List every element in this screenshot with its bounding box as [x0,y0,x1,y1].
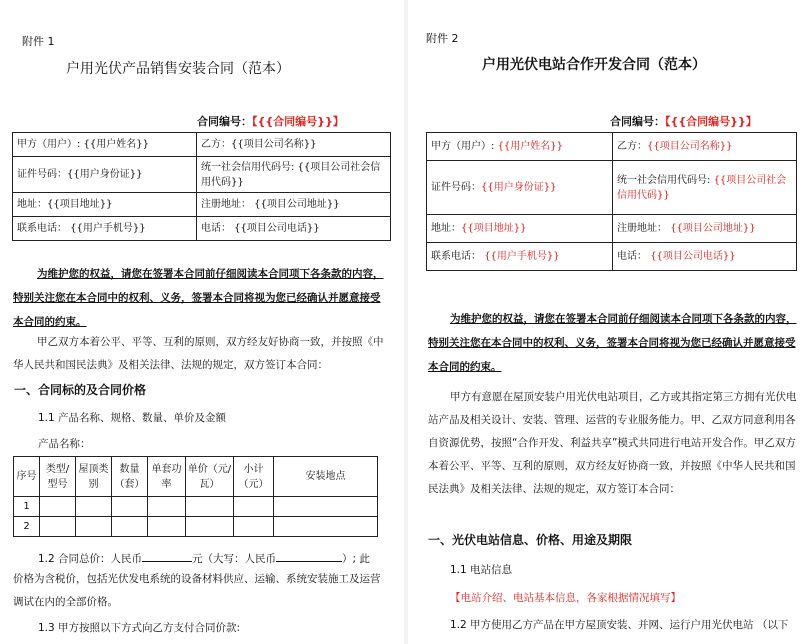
table-row [13,133,391,157]
contract-number-value: 【{{合同编号}}】 [665,115,757,128]
table-row [427,133,797,161]
registered-address-cell [613,215,797,243]
station-info-note: 【电站介绍、电站基本信息，各家根据情况填写】 [450,592,681,604]
id-number-cell: 证件号码：{{用户身份证}} [13,157,197,193]
table-cell [234,517,274,537]
header-cell: 安装地点 [274,457,378,497]
party-a-name-cell [427,133,613,161]
registered-address-value: {{项目公司地址}} [670,223,756,234]
party-a-value: {{用户姓名}} [497,141,564,152]
table-row [13,217,391,241]
phone-value: {{用户手机号}} [484,251,560,262]
table-cell [186,517,234,537]
credit-code-cell: 统一社会信用代码号: {{项目公司社会信用代码}} [197,157,391,193]
table-row [13,193,391,217]
intro-paragraph: 甲乙双方本着公平、平等、互利的原则，双方经友好协商一致，并按照《中华人民共和国民法典》及相关法律、法规的规定，双方签订本合同： [13,336,384,371]
header-cell: 数量（套） [112,457,148,497]
registered-address-label: 注册地址： [617,223,671,234]
address-cell: 地址：{{项目地址}} [13,193,197,217]
table-cell [76,517,112,537]
clause-1-1: 1.1 产品名称、规格、数量、单价及金额 [38,412,227,424]
party-a-label: 甲方（用户）: [431,141,498,152]
contract-number [197,113,344,129]
table-cell [40,517,76,537]
clause-1-2 [38,550,370,566]
credit-code-value: {{项目公司社会信用代码}} [617,174,787,201]
table-cell [40,497,76,517]
table-row [13,157,391,193]
table-row [14,517,378,537]
clause-1-2: 1.2 甲方使用乙方产品在甲方屋顶安装、并网、运行户用光伏电站 （以下 [450,619,789,631]
table-cell [112,497,148,517]
table-row [427,161,797,215]
id-number-cell [427,161,613,215]
registered-address-cell: 注册地址： {{项目公司地址}} [197,193,391,217]
contract-number [610,113,757,129]
header-cell: 类型/型号 [40,457,76,497]
product-name-label: 产品名称： [38,438,91,450]
clause-1-3: 1.3 甲方按照以下方式向乙方支付合同价款: [38,622,241,634]
table-cell [234,497,274,517]
clause-1-1: 1.1 电站信息 [450,564,513,576]
table-cell [76,497,112,517]
contract-number-label: 合同编号： [610,115,665,128]
contract-title: 户用光伏电站合作开发合同（范本） [482,57,706,73]
left-page [0,0,404,644]
product-table [13,456,378,537]
party-b-value: {{项目公司名称}} [647,141,733,152]
table-row [427,243,797,271]
company-phone-label: 电话： [617,251,651,262]
company-phone-value: {{项目公司电话}} [650,251,736,262]
intro-paragraph: 甲方有意愿在屋顶安装户用光伏电站项目，乙方或其指定第三方拥有光伏电站产品及相关设计、安装、管理、运营的专业服务能力。甲、乙双方同意利用各自资源优势，按照“合作开发、利益共享”模式共同进行电站开发合作。甲乙双方本着公平、平等、互利的原则，双方经友好协商一致，并按照《中华人民共和国民法典》及相关法律、法规的规定，双方签订本合同： [428,391,797,495]
clause-1-2-detail: 价格为含税价，包括光伏发电系统的设备材料供应、运输、系统安装施工及运营调试在内的全部价格。 [13,573,381,608]
id-number-label: 证件号码： [431,182,481,193]
table-row [14,497,378,517]
party-b-label: 乙方： [617,141,647,152]
notice-paragraph: 为维护您的权益，请您在签署本合同前仔细阅读本合同项下各条款的内容，特别关注您在本合同中的权利、义务，签署本合同将视为您已经确认并愿意接受本合同的约束。 [13,268,384,328]
party-info-table [426,132,797,271]
phone-cell: 联系电话： {{用户手机号}} [13,217,197,241]
credit-code-cell [613,161,797,215]
table-header-row [14,457,378,497]
table-row [427,215,797,243]
party-b-name-cell: 乙方：{{项目公司名称}} [197,133,391,157]
header-cell: 单套功率 [148,457,186,497]
price-words-blank [276,550,342,562]
phone-label: 联系电话： [431,251,485,262]
clause-1-2-end: ）; 此 [342,553,370,565]
row-number-cell: 2 [14,517,40,537]
party-a-name-cell: 甲方（用户）: {{用户姓名}} [13,133,197,157]
section-heading: 一、光伏电站信息、价格、用途及期限 [428,533,633,547]
address-label: 地址： [431,223,461,234]
clause-1-2-start: 1.2 合同总价：人民币 [38,553,143,565]
row-number-cell: 1 [14,497,40,517]
attachment-label: 附件 1 [22,35,55,48]
contract-title: 户用光伏产品销售安装合同（范本） [66,61,290,77]
party-info-table [12,132,391,241]
clause-1-2-mid: 元（大写：人民币 [192,553,277,565]
table-cell [148,517,186,537]
contract-number-value: 【{{合同编号}}】 [252,115,344,128]
right-page [408,0,810,644]
header-cell: 小计（元） [234,457,274,497]
header-cell: 单价（元/瓦） [186,457,234,497]
table-cell [274,497,378,517]
company-phone-cell: 电话： {{项目公司电话}} [197,217,391,241]
header-cell: 屋顶类别 [76,457,112,497]
party-b-name-cell [613,133,797,161]
credit-code-label: 统一社会信用代码号: [617,174,714,186]
address-cell [427,215,613,243]
id-number-value: {{用户身份证}} [481,182,557,193]
table-cell [112,517,148,537]
notice-paragraph: 为维护您的权益，请您在签署本合同前仔细阅读本合同项下各条款的内容，特别关注您在本合同中的权利、义务，签署本合同将视为您已经确认并愿意接受本合同的约束。 [428,313,797,373]
address-value: {{项目地址}} [461,223,527,234]
attachment-label: 附件 2 [426,32,459,45]
company-phone-cell [613,243,797,271]
phone-cell [427,243,613,271]
contract-number-label: 合同编号： [197,115,252,128]
table-cell [148,497,186,517]
table-cell [186,497,234,517]
header-cell: 序号 [14,457,40,497]
section-heading: 一、合同标的及合同价格 [14,383,147,397]
price-blank [142,550,192,562]
table-cell [274,517,378,537]
